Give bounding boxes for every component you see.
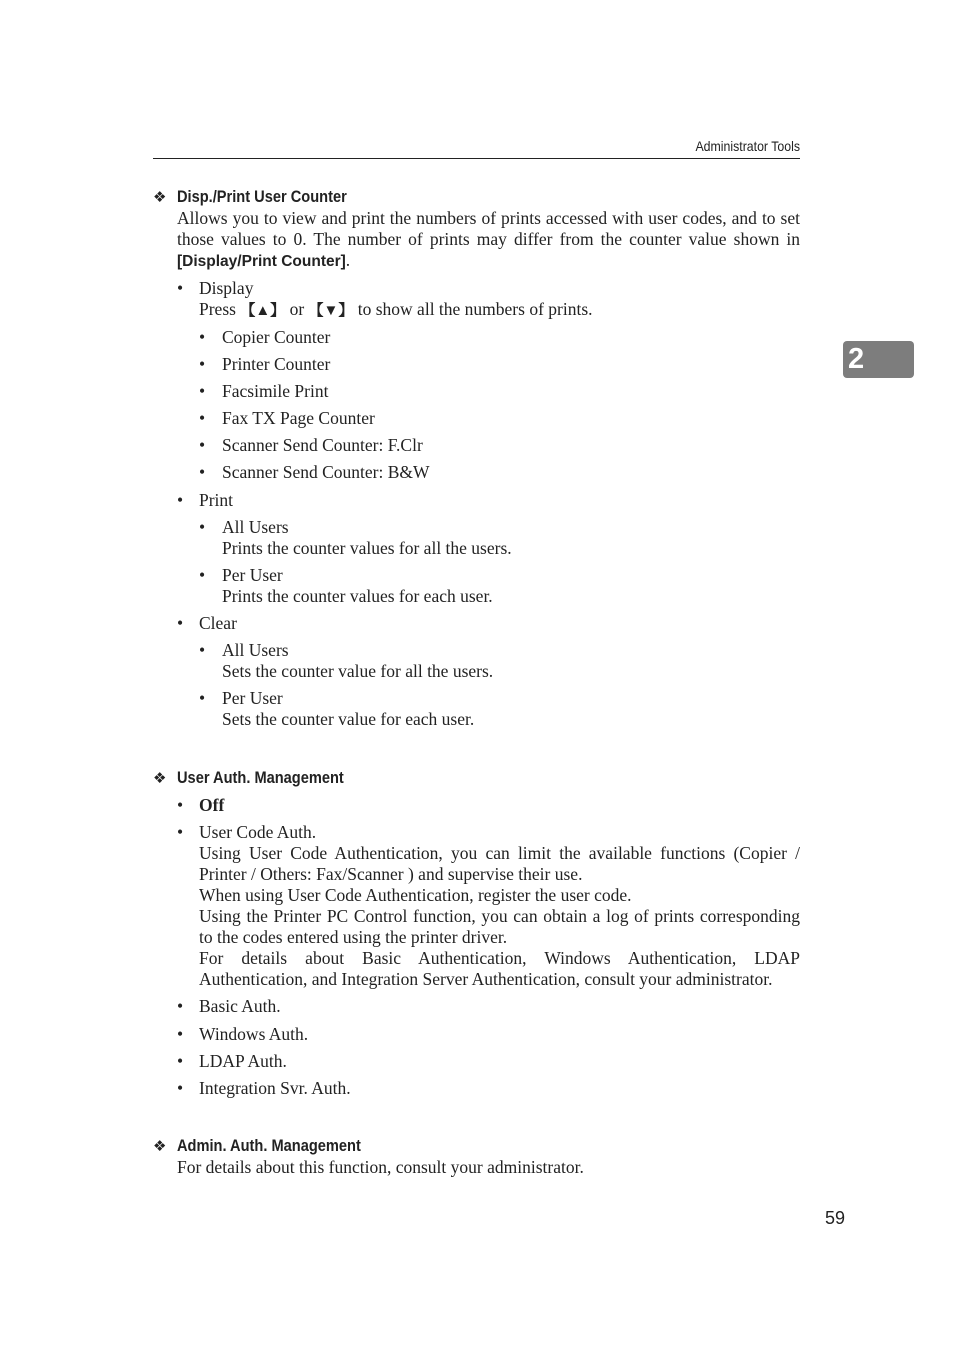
item-label: Per User [222, 565, 283, 585]
intro-text-1: Allows you to view and print the numbers of prints accessed with user codes, and to set those values to 0. [177, 208, 800, 249]
list-item [199, 462, 800, 483]
list-item-basic-auth [177, 996, 800, 1017]
list-item [199, 640, 800, 682]
list-item-clear [177, 613, 800, 730]
heading-text: User Auth. Management [177, 768, 344, 787]
bullet-icon: • [199, 435, 206, 455]
item-description: Sets the counter value for each user. [222, 709, 475, 729]
heading-text: Admin. Auth. Management [177, 1136, 361, 1155]
clear-label: Clear [199, 613, 237, 633]
section-admin-auth-management [153, 1135, 800, 1178]
list-item [199, 435, 800, 456]
user-code-paragraph-1: Using User Code Authentication, you can limit the available functions (Copier / Printer / Others: Fax/Scanner ) and supervise their use. [199, 843, 800, 884]
item-label: Basic Auth. [199, 996, 281, 1016]
list-item [199, 565, 800, 607]
print-sublist [199, 517, 800, 607]
item-label: All Users [222, 640, 289, 660]
press-text: Press [199, 299, 241, 319]
list-item [199, 688, 800, 730]
header-rule [153, 158, 800, 159]
item-label: Windows Auth. [199, 1024, 309, 1044]
list-item [199, 381, 800, 402]
bullet-icon: • [177, 822, 184, 842]
list-item [199, 517, 800, 559]
item-label: Fax TX Page Counter [222, 408, 375, 428]
display-label: Display [199, 278, 254, 298]
bullet-icon: • [199, 354, 206, 374]
section-heading [153, 767, 800, 789]
section-disp-print-user-counter [153, 186, 800, 730]
auth-option-list [177, 795, 800, 1099]
bullet-icon: • [177, 1024, 184, 1044]
list-item [199, 354, 800, 375]
bullet-icon: • [177, 278, 184, 298]
running-header: Administrator Tools [695, 138, 800, 154]
off-label: Off [199, 795, 225, 815]
clear-sublist [199, 640, 800, 730]
bullet-icon: • [199, 688, 206, 708]
list-item [199, 327, 800, 348]
list-item-integration-auth [177, 1078, 800, 1099]
bullet-icon: • [199, 565, 206, 585]
chapter-tab: 2 [843, 341, 914, 378]
list-item [199, 408, 800, 429]
page-number: 59 [824, 1208, 845, 1228]
display-sublist [199, 327, 800, 483]
up-arrow-key-icon: 【▲】 [240, 302, 286, 319]
item-description: Prints the counter values for all the users. [222, 538, 512, 558]
list-item-windows-auth [177, 1024, 800, 1045]
list-item-off [177, 795, 800, 816]
item-label: All Users [222, 517, 289, 537]
item-label: Facsimile Print [222, 381, 329, 401]
user-code-label: User Code Auth. [199, 822, 317, 842]
bullet-icon: • [199, 381, 206, 401]
bullet-icon: • [177, 1051, 184, 1071]
item-description: Sets the counter value for all the users. [222, 661, 494, 681]
intro-text-2-end: . [345, 250, 351, 270]
item-label: Scanner Send Counter: F.Clr [222, 435, 423, 455]
heading-text: Disp./Print User Counter [177, 187, 347, 206]
print-label: Print [199, 490, 234, 510]
bullet-icon: • [199, 462, 206, 482]
display-print-counter-ref: [Display/Print Counter] [177, 253, 346, 270]
bullet-icon: • [177, 795, 184, 815]
section-heading [153, 1135, 800, 1157]
item-label: Copier Counter [222, 327, 331, 347]
user-code-paragraph-3: Using the Printer PC Control function, you can obtain a log of prints corresponding to the codes entered using the printer driver. [199, 906, 800, 947]
or-text: or [285, 299, 309, 319]
diamond-icon: ❖ [153, 1138, 167, 1155]
bullet-icon: • [177, 996, 184, 1016]
list-item-print [177, 490, 800, 607]
section-heading [153, 186, 800, 208]
item-label: Scanner Send Counter: B&W [222, 462, 430, 482]
bullet-icon: • [199, 327, 206, 347]
item-label: Printer Counter [222, 354, 331, 374]
section-user-auth-management [153, 767, 800, 1099]
diamond-icon: ❖ [153, 189, 167, 206]
item-label: Per User [222, 688, 283, 708]
item-label: Integration Svr. Auth. [199, 1078, 351, 1098]
bullet-icon: • [199, 408, 206, 428]
bullet-icon: • [199, 640, 206, 660]
diamond-icon: ❖ [153, 770, 167, 787]
intro-text-2: The number of prints may differ from the counter value shown in [313, 229, 801, 249]
bullet-icon: • [177, 490, 184, 510]
bullet-icon: • [177, 1078, 184, 1098]
item-label: LDAP Auth. [199, 1051, 287, 1071]
admin-auth-text: For details about this function, consult your administrator. [177, 1157, 584, 1177]
bullet-icon: • [177, 613, 184, 633]
list-item-user-code-auth [177, 822, 800, 990]
intro-paragraph [177, 208, 800, 272]
user-code-paragraph-2: When using User Code Authentication, register the user code. [199, 885, 632, 905]
user-code-paragraph-4: For details about Basic Authentication, Windows Authentication, LDAP Authentication, and Integration Server Authentication, consult your administrator. [199, 948, 800, 989]
item-description: Prints the counter values for each user. [222, 586, 493, 606]
bullet-icon: • [199, 517, 206, 537]
option-list [177, 278, 800, 730]
list-item-display [177, 278, 800, 483]
down-arrow-key-icon: 【▼】 [308, 302, 354, 319]
list-item-ldap-auth [177, 1051, 800, 1072]
press-text-end: to show all the numbers of prints. [353, 299, 593, 319]
